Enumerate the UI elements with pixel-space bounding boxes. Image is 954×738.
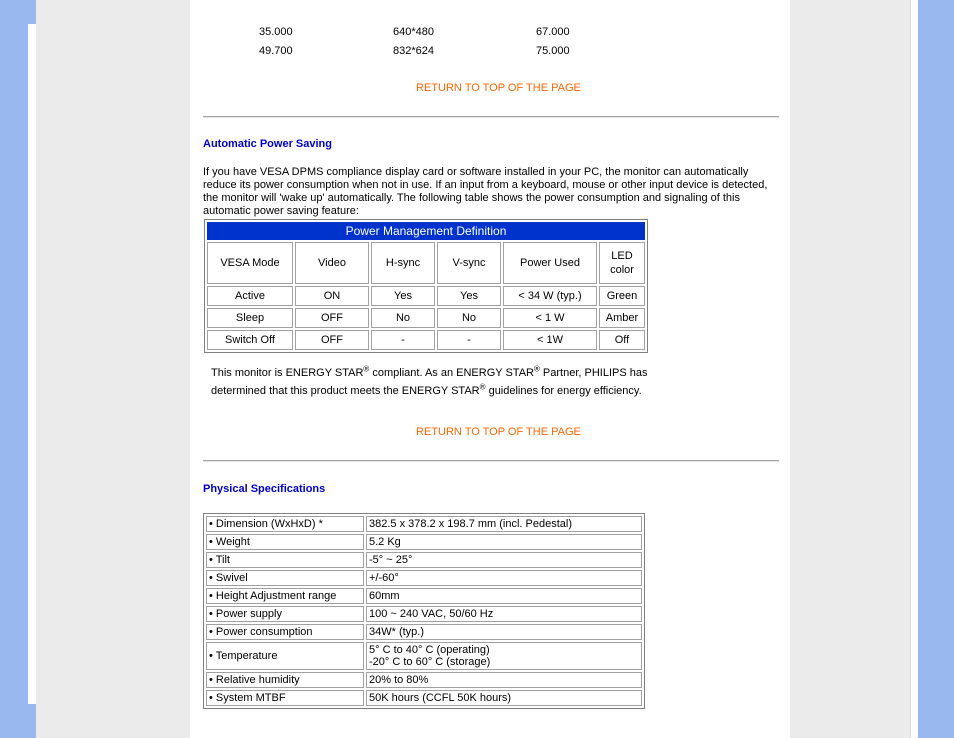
spec-label: • System MTBF bbox=[206, 690, 364, 706]
right-gray-margin bbox=[790, 0, 910, 738]
spec-value: +/-60° bbox=[366, 570, 642, 586]
column-header: VESA Mode bbox=[207, 242, 293, 284]
table-title: Power Management Definition bbox=[207, 222, 645, 240]
column-header: LED color bbox=[599, 242, 645, 284]
spec-label: • Relative humidity bbox=[206, 672, 364, 688]
spec-value-line: 5° C to 40° C (operating) bbox=[369, 644, 490, 656]
power-management-table bbox=[204, 219, 648, 353]
spec-label: • Swivel bbox=[206, 570, 364, 586]
spec-value: 5.2 Kg bbox=[366, 534, 642, 550]
table-cell: Sleep bbox=[207, 308, 293, 328]
energy-star-text: determined that this product meets the ENERGY STAR bbox=[211, 385, 480, 397]
right-white-strip bbox=[910, 0, 918, 738]
table-cell: ON bbox=[295, 286, 369, 306]
spec-value-line: -20° C to 60° C (storage) bbox=[369, 656, 491, 668]
table-row bbox=[206, 606, 642, 622]
energy-star-text: compliant. As an ENERGY STAR bbox=[369, 367, 534, 379]
table-row bbox=[206, 588, 642, 604]
registered-mark: ® bbox=[479, 382, 486, 392]
timing-cell: 75.000 bbox=[536, 45, 570, 57]
spec-value: 382.5 x 378.2 x 198.7 mm (incl. Pedestal) bbox=[366, 516, 642, 532]
energy-star-text: guidelines for energy efficiency. bbox=[485, 385, 642, 397]
spec-value bbox=[366, 642, 642, 670]
table-cell: OFF bbox=[295, 330, 369, 350]
spec-label: • Power consumption bbox=[206, 624, 364, 640]
left-gray-margin bbox=[36, 0, 190, 738]
table-row bbox=[206, 534, 642, 550]
table-row bbox=[206, 516, 642, 532]
spec-value: 100 ~ 240 VAC, 50/60 Hz bbox=[366, 606, 642, 622]
registered-mark: ® bbox=[533, 364, 540, 374]
table-cell: < 34 W (typ.) bbox=[503, 286, 597, 306]
power-saving-paragraph: If you have VESA DPMS compliance display card or software installed in your PC, the monitor can automatically reduce its power consumption when not in use. If an input from a keyboard, mouse or other input device is detected, the monitor will 'wake up' automatically. The following table shows the power consumption and signaling of this automatic power saving feature: bbox=[203, 166, 768, 217]
section-title-physical-specs: Physical Specifications bbox=[203, 483, 326, 495]
spec-label: • Height Adjustment range bbox=[206, 588, 364, 604]
table-cell: Off bbox=[599, 330, 645, 350]
table-cell: Switch Off bbox=[207, 330, 293, 350]
spec-value: -5° ~ 25° bbox=[366, 552, 642, 568]
energy-star-statement bbox=[211, 364, 651, 400]
registered-mark: ® bbox=[363, 364, 370, 374]
column-header: Video bbox=[295, 242, 369, 284]
table-cell: - bbox=[437, 330, 501, 350]
physical-specs-table bbox=[203, 513, 645, 709]
column-header: H-sync bbox=[371, 242, 435, 284]
spec-label: • Power supply bbox=[206, 606, 364, 622]
return-to-top-link[interactable]: RETURN TO TOP OF THE PAGE bbox=[416, 82, 581, 94]
table-cell: Yes bbox=[437, 286, 501, 306]
spec-value: 60mm bbox=[366, 588, 642, 604]
column-header: Power Used bbox=[503, 242, 597, 284]
divider bbox=[203, 116, 779, 118]
table-row bbox=[206, 552, 642, 568]
table-row bbox=[206, 570, 642, 586]
timing-cell: 640*480 bbox=[393, 26, 434, 38]
energy-star-text: This monitor is ENERGY STAR bbox=[211, 367, 364, 379]
table-row bbox=[207, 308, 645, 328]
table-cell: Active bbox=[207, 286, 293, 306]
right-blue-margin bbox=[918, 0, 954, 738]
spec-label: • Weight bbox=[206, 534, 364, 550]
table-cell: < 1W bbox=[503, 330, 597, 350]
timing-cell: 67.000 bbox=[536, 26, 570, 38]
energy-star-text: Partner, PHILIPS has bbox=[539, 367, 648, 379]
table-cell: < 1 W bbox=[503, 308, 597, 328]
table-row bbox=[206, 642, 642, 670]
spec-value: 50K hours (CCFL 50K hours) bbox=[366, 690, 642, 706]
table-row bbox=[206, 624, 642, 640]
spec-value: 34W* (typ.) bbox=[366, 624, 642, 640]
spec-label: • Dimension (WxHxD) * bbox=[206, 516, 364, 532]
table-cell: Yes bbox=[371, 286, 435, 306]
return-to-top-link[interactable]: RETURN TO TOP OF THE PAGE bbox=[416, 426, 581, 438]
left-white-strip bbox=[28, 24, 36, 704]
table-cell: Green bbox=[599, 286, 645, 306]
spec-value: 20% to 80% bbox=[366, 672, 642, 688]
table-row bbox=[206, 672, 642, 688]
table-cell: OFF bbox=[295, 308, 369, 328]
table-cell: No bbox=[437, 308, 501, 328]
table-cell: No bbox=[371, 308, 435, 328]
table-row bbox=[207, 330, 645, 350]
section-title-power-saving: Automatic Power Saving bbox=[203, 138, 332, 150]
table-cell: - bbox=[371, 330, 435, 350]
column-header: V-sync bbox=[437, 242, 501, 284]
table-row bbox=[207, 286, 645, 306]
table-row bbox=[206, 690, 642, 706]
spec-label: • Temperature bbox=[206, 642, 364, 670]
timing-cell: 49.700 bbox=[259, 45, 293, 57]
table-cell: Amber bbox=[599, 308, 645, 328]
timing-cell: 35.000 bbox=[259, 26, 293, 38]
spec-label: • Tilt bbox=[206, 552, 364, 568]
divider bbox=[203, 460, 779, 462]
timing-cell: 832*624 bbox=[393, 45, 434, 57]
